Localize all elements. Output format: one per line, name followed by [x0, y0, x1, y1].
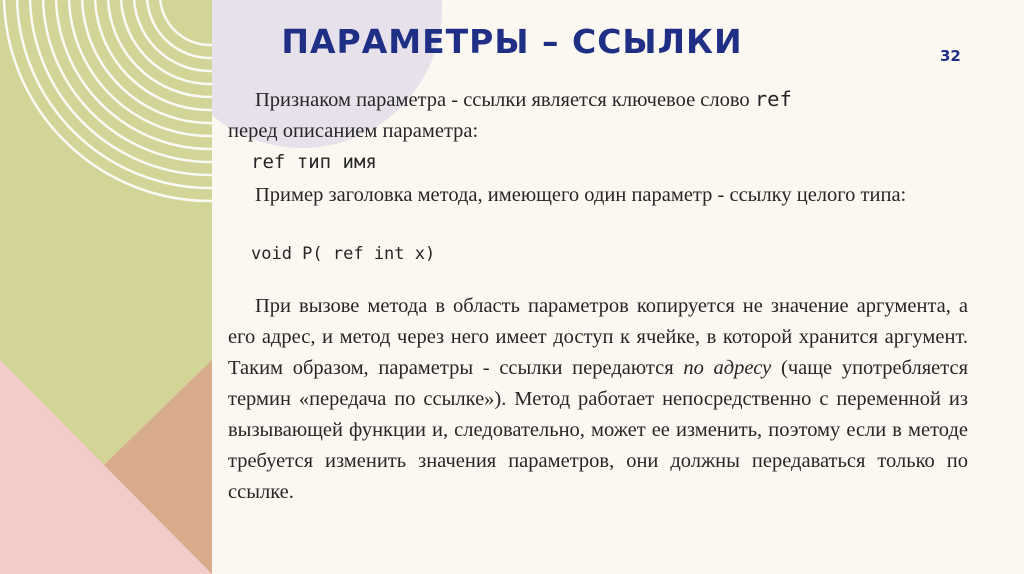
by-reference-text-part2: (чаще употребляется термин «передача по ссылке»). Метод работает непосредственно с переменной из вызывающей функции и, следовательно, может ее изменить, поэтому если в методе требуется изменить значения параметров, они должны передаваться только по ссылке.	[228, 357, 968, 503]
paragraph-example-intro	[228, 180, 940, 211]
paragraph-by-reference	[228, 291, 968, 508]
by-reference-text-part1: При вызове метода в область параметров копируется не значение аргумента, а его адрес, и метод через него имеет доступ к ячейке, в которой хранится аргумент. Таким образом, параметры - ссылки передаются	[228, 295, 968, 379]
slide-number: 32	[940, 47, 961, 65]
decorative-side-panel	[0, 0, 212, 574]
ref-syntax-code: ref тип имя	[251, 151, 377, 173]
ref-keyword: ref	[754, 87, 792, 111]
ref-definition-text: Признаком параметра - ссылки является ключевое слово	[255, 89, 755, 111]
ref-definition-line2: перед описанием параметра:	[228, 120, 479, 142]
example-method-code: void P( ref int x)	[251, 244, 436, 264]
slide-title: ПАРАМЕТРЫ – ССЫЛКИ	[281, 22, 743, 61]
paragraph-ref-definition	[228, 84, 968, 147]
example-intro-text: Пример заголовка метода, имеющего один параметр - ссылку целого типа:	[255, 184, 907, 206]
by-reference-emphasis: по адресу	[683, 357, 772, 379]
